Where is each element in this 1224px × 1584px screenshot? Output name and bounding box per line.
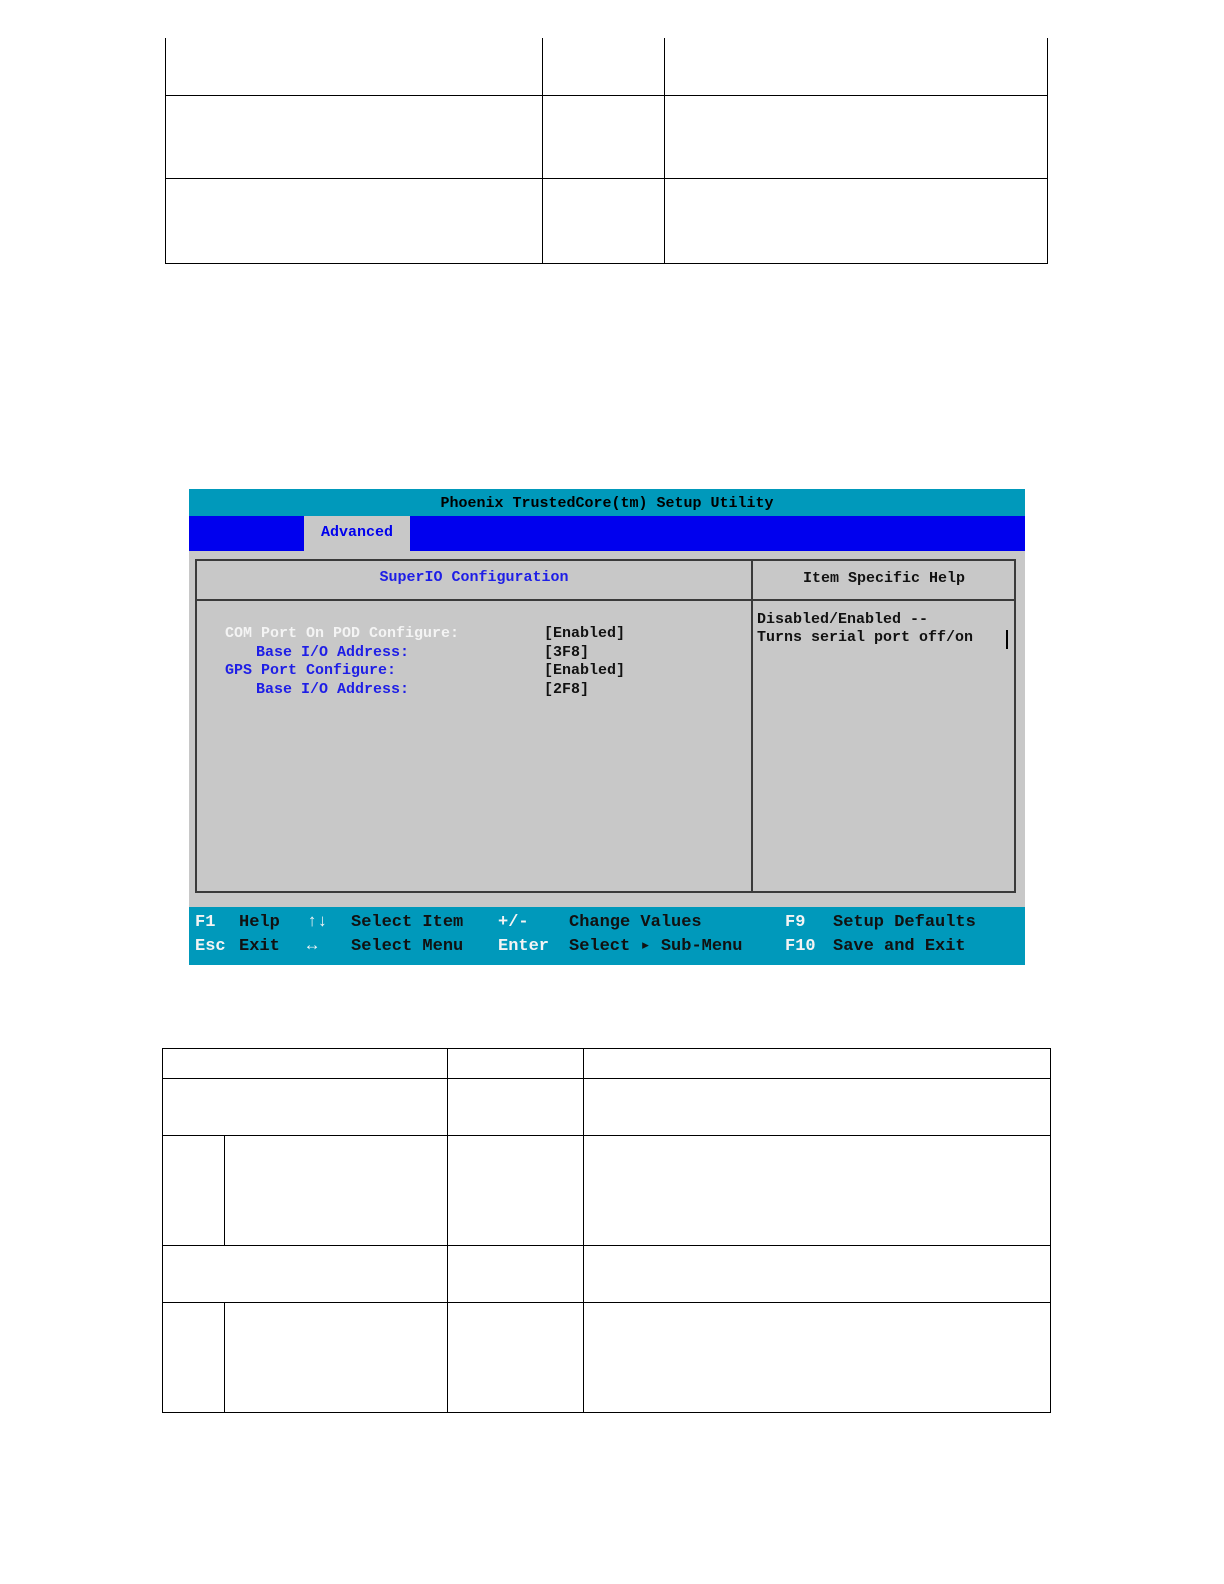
key-plusminus-desc: Change Values: [569, 913, 702, 932]
com-base-io-value[interactable]: [3F8]: [544, 644, 590, 661]
key-leftright-desc: Select Menu: [351, 937, 464, 956]
key-esc: Esc: [195, 937, 226, 956]
pane-title: SuperIO Configuration: [379, 569, 569, 586]
pane-divider: [751, 561, 753, 891]
key-enter: Enter: [498, 937, 550, 956]
header-divider: [197, 599, 1014, 601]
text-cursor: [1006, 630, 1008, 649]
key-f10: F10: [785, 937, 816, 956]
gps-base-io-value[interactable]: [2F8]: [544, 681, 590, 698]
com-port-configure-label[interactable]: COM Port On POD Configure:: [225, 625, 460, 642]
key-plusminus: +/-: [498, 913, 529, 932]
key-esc-desc: Exit: [239, 937, 280, 956]
bios-title-bar: Phoenix TrustedCore(tm) Setup Utility: [189, 489, 1025, 516]
help-text-line-2: Turns serial port off/on: [757, 629, 974, 646]
gps-port-configure-value[interactable]: [Enabled]: [544, 662, 626, 679]
bios-footer: [189, 907, 1025, 965]
key-f9-desc: Setup Defaults: [833, 913, 976, 932]
key-f10-desc: Save and Exit: [833, 937, 966, 956]
bios-menu-bar: [189, 516, 1025, 551]
key-enter-desc: Select ▸ Sub-Menu: [569, 937, 743, 956]
key-f1: F1: [195, 913, 216, 932]
com-base-io-label[interactable]: Base I/O Address:: [256, 644, 410, 661]
key-updown: ↑↓: [307, 913, 328, 932]
key-updown-desc: Select Item: [351, 913, 464, 932]
gps-base-io-label[interactable]: Base I/O Address:: [256, 681, 410, 698]
com-port-configure-value[interactable]: [Enabled]: [544, 625, 626, 642]
key-f9: F9: [785, 913, 806, 932]
gps-port-configure-label[interactable]: GPS Port Configure:: [225, 662, 397, 679]
bios-main-frame: [195, 559, 1016, 893]
help-text-line-1: Disabled/Enabled --: [757, 611, 929, 628]
tab-advanced[interactable]: Advanced: [304, 516, 410, 551]
key-f1-desc: Help: [239, 913, 280, 932]
key-leftright: ↔: [307, 937, 318, 956]
help-title: Item Specific Help: [802, 570, 966, 587]
bios-setup-screen: [189, 489, 1025, 965]
